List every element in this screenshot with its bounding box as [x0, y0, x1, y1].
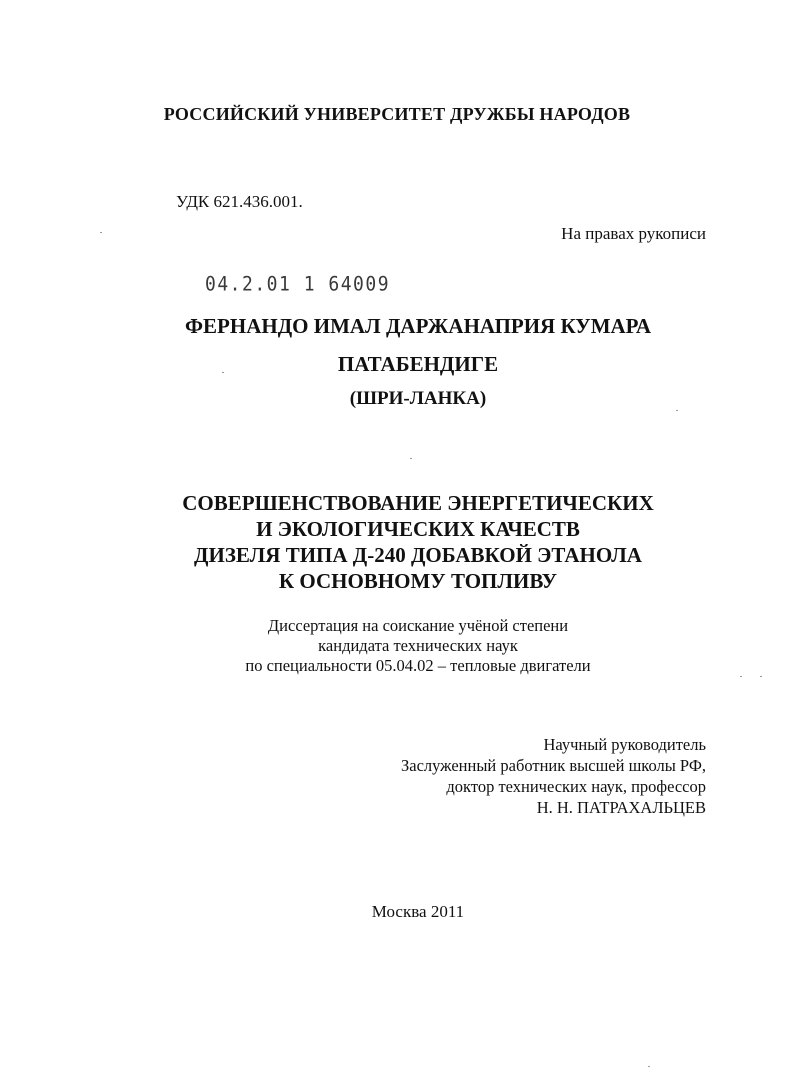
dissertation-line-2: кандидата технических наук — [318, 636, 518, 655]
registration-stamp: 04.2.01 1 64009 — [205, 272, 391, 297]
dissertation-line-3: по специальности 05.04.02 – тепловые двигатели — [245, 656, 591, 675]
supervisor-degree: доктор технических наук, профессор — [446, 777, 706, 796]
dissertation-line-1: Диссертация на соискание учёной степени — [267, 616, 569, 635]
author-name-line-1: ФЕРНАНДО ИМАЛ ДАРЖАНАПРИЯ КУМАРА — [185, 314, 651, 338]
scan-speck — [100, 232, 102, 233]
author-name-line-2: ПАТАБЕНДИГЕ — [337, 352, 499, 376]
scan-speck — [222, 372, 224, 373]
thesis-title-line-1: СОВЕРШЕНСТВОВАНИЕ ЭНЕРГЕТИЧЕСКИХ — [182, 491, 654, 515]
scan-speck — [410, 458, 412, 459]
scan-speck — [760, 676, 762, 677]
scan-speck — [676, 410, 678, 411]
manuscript-rights: На правах рукописи — [561, 224, 706, 243]
university-name: РОССИЙСКИЙ УНИВЕРСИТЕТ ДРУЖБЫ НАРОДОВ — [163, 104, 631, 124]
supervisor-honorary-title: Заслуженный работник высшей школы РФ, — [400, 756, 706, 775]
supervisor-role: Научный руководитель — [543, 735, 706, 754]
author-country: (ШРИ-ЛАНКА) — [349, 388, 487, 409]
scan-speck — [740, 676, 742, 677]
thesis-title-line-2: И ЭКОЛОГИЧЕСКИХ КАЧЕСТВ — [256, 517, 580, 541]
city-and-year: Москва 2011 — [371, 902, 465, 921]
supervisor-name: Н. Н. ПАТРАХАЛЬЦЕВ — [536, 798, 706, 817]
udk-code: УДК 621.436.001. — [176, 192, 303, 211]
scan-speck — [648, 1066, 650, 1067]
thesis-title-line-4: К ОСНОВНОМУ ТОПЛИВУ — [278, 569, 558, 593]
thesis-title-line-3: ДИЗЕЛЯ ТИПА Д-240 ДОБАВКОЙ ЭТАНОЛА — [194, 543, 642, 567]
